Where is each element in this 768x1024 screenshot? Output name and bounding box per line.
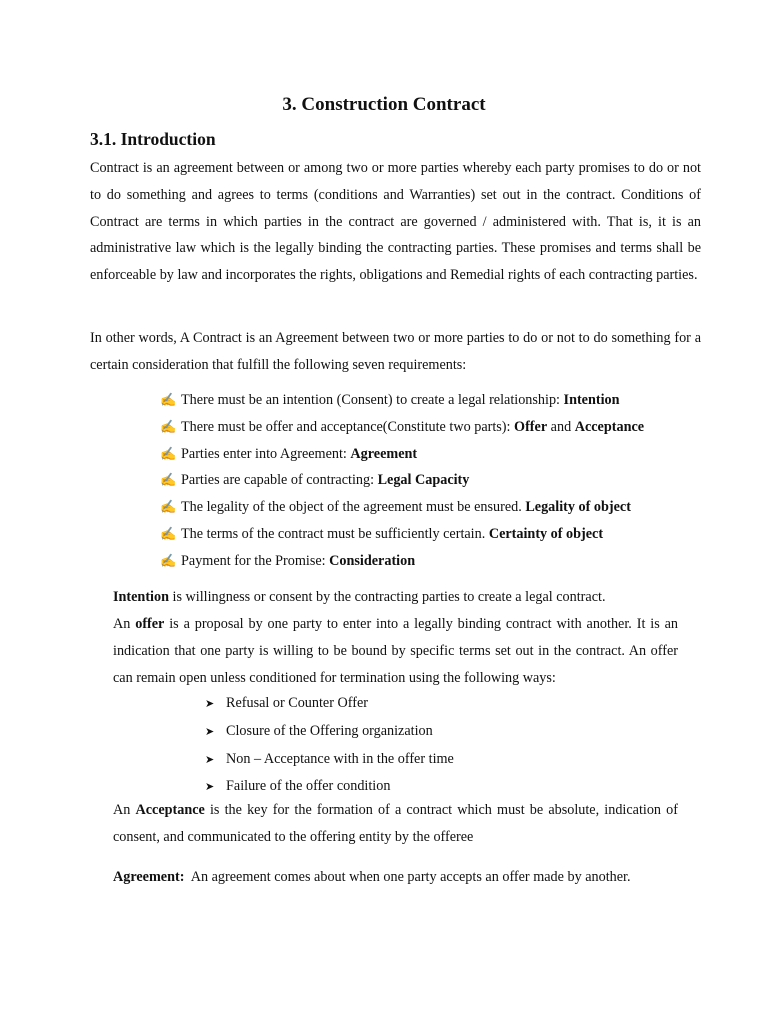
offer-definition: An offer is a proposal by one party to enter into a legally binding contract with another. It is an indication that one party is willing to be bound by specific terms set out in the contract. An offer can remain open unless conditioned for termination using the following ways: — [113, 616, 678, 686]
arrowhead-icon: ➤ — [205, 753, 215, 766]
list-item: ✍ The legality of the object of the agreement must be ensured. Legality of object — [160, 494, 644, 521]
agreement-definition: Agreement: An agreement comes about when one party accepts an offer made by another. — [113, 869, 631, 885]
list-item: ➤ Closure of the Offering organization — [205, 718, 454, 746]
list-item: ✍ Parties enter into Agreement: Agreement — [160, 441, 644, 468]
intention-definition: Intention is willingness or consent by the contracting parties to create a legal contract. — [113, 589, 606, 605]
arrowhead-icon: ➤ — [205, 698, 215, 710]
intro-paragraph-2: In other words, A Contract is an Agreement between two or more parties to do or not to do something for a certain consideration that fulfill the following seven requirements: — [90, 330, 701, 373]
writing-hand-icon: ✍ — [160, 418, 177, 434]
arrowhead-icon: ➤ — [205, 725, 215, 738]
list-item: ✍ There must be offer and acceptance(Constitute two parts): Offer and Acceptance — [160, 414, 644, 441]
writing-hand-icon: ✍ — [160, 499, 177, 515]
acceptance-definition: An Acceptance is the key for the formation of a contract which must be absolute, indication of consent, and communicated to the offering entity by the offeree — [113, 802, 678, 845]
writing-hand-icon: ✍ — [160, 525, 177, 541]
list-item: ➤ Refusal or Counter Offer — [205, 690, 454, 718]
writing-hand-icon: ✍ — [160, 445, 177, 461]
intro-paragraph-1: Contract is an agreement between or among two or more parties whereby each party promises to do or not to do something and agrees to terms (conditions and Warranties) set out in the contract. Conditions of Contract are terms in which parties in the contract are governed / administered with. That is, it is an administrative law which is the legally binding the contracting parties. These promises and terms shall be enforceable by law and incorporates the rights, obligations and Remedial rights of each contracting parties. — [90, 160, 701, 284]
list-item: ✍ There must be an intention (Consent) to create a legal relationship: Intention — [160, 387, 644, 414]
arrowhead-icon: ➤ — [205, 781, 215, 794]
list-item: ✍ The terms of the contract must be sufficiently certain. Certainty of object — [160, 521, 644, 548]
termination-ways-list — [205, 690, 454, 801]
list-item: ✍ Payment for the Promise: Consideration — [160, 548, 644, 575]
list-item: ➤ Failure of the offer condition — [205, 773, 454, 801]
list-item: ➤ Non – Acceptance with in the offer time — [205, 746, 454, 774]
requirements-list — [160, 387, 644, 575]
writing-hand-icon: ✍ — [160, 392, 177, 407]
writing-hand-icon: ✍ — [160, 552, 177, 568]
writing-hand-icon: ✍ — [160, 472, 177, 488]
section-title: 3.1. Introduction — [90, 129, 216, 149]
list-item: ✍ Parties are capable of contracting: Legal Capacity — [160, 467, 644, 494]
chapter-title: 3. Construction Contract — [282, 94, 486, 115]
